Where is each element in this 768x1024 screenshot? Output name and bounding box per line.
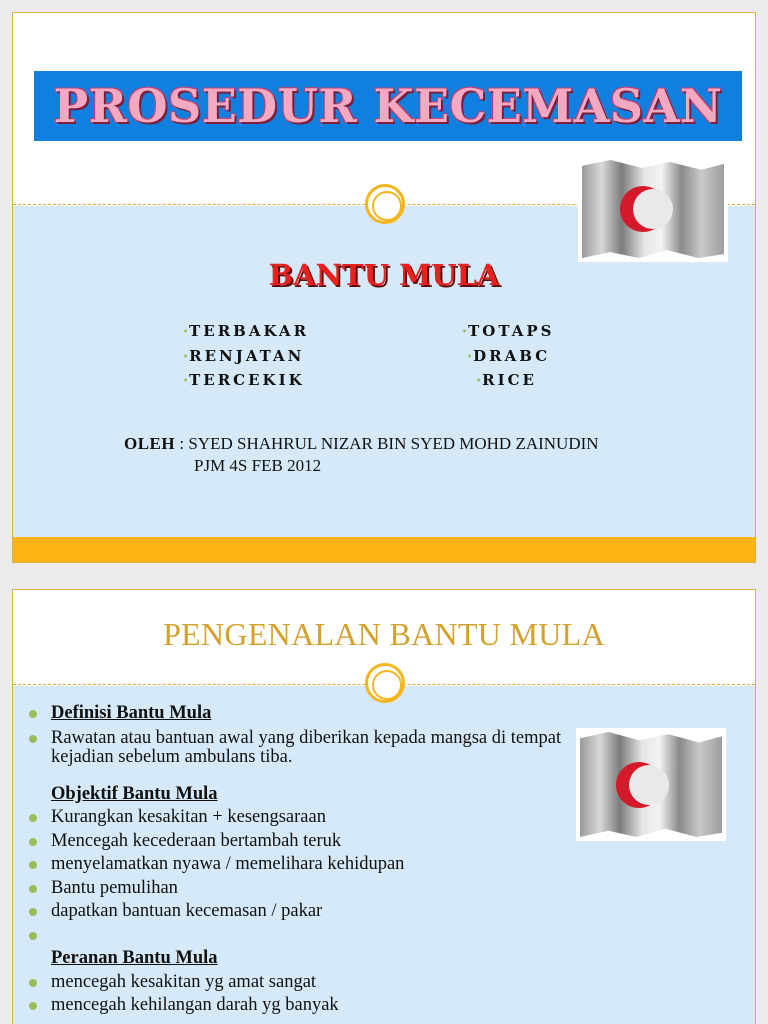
bullet-icon — [29, 735, 37, 743]
slide-title: PROSEDUR KECEMASAN — [53, 79, 723, 133]
bullet-icon — [29, 979, 37, 987]
list-item: Kurangkan kesakitan + kesengsaraan — [29, 806, 729, 830]
accent-bar — [13, 537, 755, 562]
author-name: : SYED SHAHRUL NIZAR BIN SYED MOHD ZAINUDIN — [175, 434, 599, 453]
bullet-icon — [29, 861, 37, 869]
list-item: mencegah kesakitan yg amat sangat — [29, 971, 729, 995]
list-item — [29, 702, 729, 726]
slide-1 — [12, 12, 756, 563]
topic-item: • RENJATAN — [183, 346, 305, 365]
list-item — [29, 924, 729, 948]
subtitle-heading: BANTU MULA — [268, 258, 500, 292]
list-item: mencegah kehilangan darah yg banyak — [29, 994, 729, 1018]
slide-title: PENGENALAN BANTU MULA — [163, 616, 605, 652]
slide-body — [29, 702, 729, 1018]
list-item — [29, 726, 729, 767]
ring-ornament — [365, 663, 405, 703]
topics-right-list — [462, 319, 554, 393]
topics-left-list — [183, 319, 309, 393]
definition-heading: Definisi Bantu Mula — [51, 703, 212, 723]
bullet-icon: • — [183, 375, 189, 386]
bullet-icon — [29, 908, 37, 916]
author-class: PJM 4S FEB 2012 — [194, 456, 322, 475]
list-heading — [29, 947, 729, 971]
topic-item: • TERCEKIK — [183, 371, 305, 390]
list-item: dapatkan bantuan kecemasan / pakar — [29, 900, 729, 924]
bullet-icon — [29, 885, 37, 893]
list-item: Mencegah kecederaan bertambah teruk — [29, 830, 729, 854]
bullet-icon: • — [183, 326, 189, 337]
author-line — [124, 432, 599, 456]
bullet-icon: • — [183, 350, 189, 361]
bullet-icon — [29, 1002, 37, 1010]
red-crescent-flag-image — [578, 156, 728, 262]
topic-item: • DRABC — [467, 346, 551, 365]
ring-ornament — [365, 184, 405, 224]
slide-2 — [12, 589, 756, 1024]
objective-heading: Objektif Bantu Mula — [51, 783, 218, 804]
bullet-icon — [29, 932, 37, 940]
definition-text-line-2: kejadian sebelum ambulans tiba. — [51, 746, 293, 767]
topic-item: • TOTAPS — [462, 322, 555, 341]
title-banner — [34, 71, 742, 141]
bullet-icon: • — [462, 326, 468, 337]
author-label: OLEH — [124, 434, 176, 453]
role-heading: Peranan Bantu Mula — [51, 948, 218, 968]
list-item: Bantu pemulihan — [29, 877, 729, 901]
bullet-icon: • — [476, 375, 482, 386]
topic-item: • RICE — [476, 371, 537, 390]
bullet-icon — [29, 710, 37, 718]
topic-item: • TERBAKAR — [183, 322, 310, 341]
list-item: menyelamatkan nyawa / memelihara kehidupan — [29, 853, 729, 877]
bullet-icon — [29, 814, 37, 822]
definition-text-line-1: Rawatan atau bantuan awal yang diberikan kepada mangsa di tempat — [51, 727, 562, 748]
bullet-icon — [29, 838, 37, 846]
bullet-icon: • — [467, 350, 473, 361]
list-heading — [29, 783, 729, 807]
